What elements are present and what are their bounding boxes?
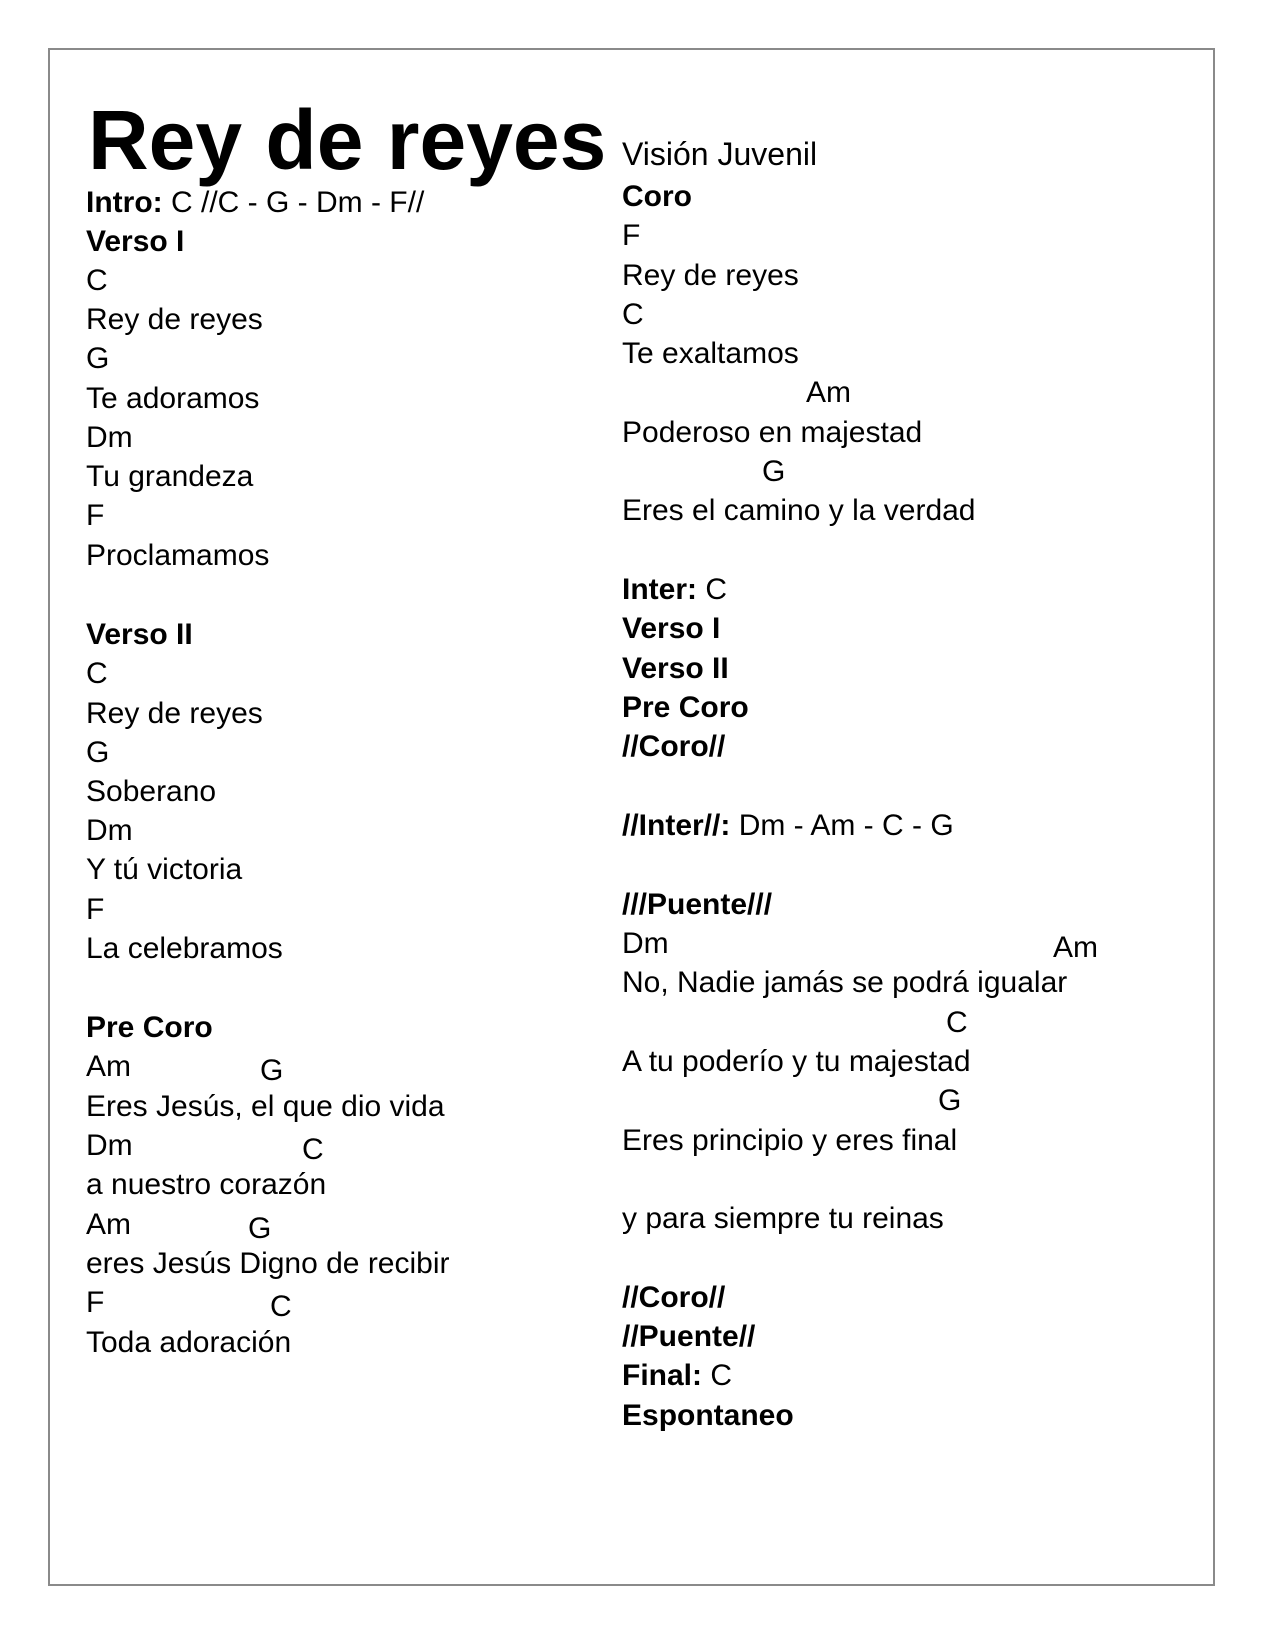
puente-chord: G bbox=[938, 1084, 962, 1117]
precoro-chord: G bbox=[260, 1054, 284, 1087]
precoro-chord: Am bbox=[86, 1208, 131, 1241]
order-coro: //Coro// bbox=[622, 730, 726, 763]
inter2-line bbox=[622, 809, 954, 843]
precoro-heading: Pre Coro bbox=[86, 1011, 213, 1044]
puente-lyric: No, Nadie jamás se podrá igualar bbox=[622, 966, 1068, 999]
inter-label: Inter: bbox=[622, 573, 697, 606]
verso1-chord: Dm bbox=[86, 421, 133, 454]
puente-chord: C bbox=[946, 1006, 968, 1039]
precoro-chord: C bbox=[302, 1133, 324, 1166]
verso1-heading: Verso I bbox=[86, 225, 185, 258]
ending-espontaneo: Espontaneo bbox=[622, 1399, 794, 1432]
final-label: Final: bbox=[622, 1359, 702, 1392]
puente-lyric: Eres principio y eres final bbox=[622, 1124, 958, 1157]
puente-heading: ///Puente/// bbox=[622, 888, 773, 921]
verso2-lyric: Y tú victoria bbox=[86, 853, 243, 886]
song-artist: Visión Juvenil bbox=[622, 136, 818, 172]
verso2-heading: Verso II bbox=[86, 618, 193, 651]
puente-chord: Dm bbox=[622, 927, 669, 960]
precoro-lyric: Toda adoración bbox=[86, 1326, 292, 1359]
precoro-chord: G bbox=[248, 1212, 272, 1245]
coro-chord: Am bbox=[806, 376, 851, 409]
order-verso1: Verso I bbox=[622, 612, 721, 645]
final-chord: C bbox=[710, 1359, 733, 1392]
verso2-lyric: Soberano bbox=[86, 775, 217, 808]
verso1-lyric: Te adoramos bbox=[86, 382, 260, 415]
precoro-chord: Dm bbox=[86, 1129, 133, 1162]
verso1-chord: F bbox=[86, 499, 105, 532]
coro-lyric: Poderoso en majestad bbox=[622, 416, 923, 449]
intro-line bbox=[86, 186, 424, 220]
inter-chord: C bbox=[705, 573, 728, 606]
coro-chord: F bbox=[622, 219, 641, 252]
order-verso2: Verso II bbox=[622, 652, 729, 685]
verso2-lyric: La celebramos bbox=[86, 932, 283, 965]
coro-lyric: Eres el camino y la verdad bbox=[622, 494, 976, 527]
puente-lyric: y para siempre tu reinas bbox=[622, 1202, 944, 1235]
order-precoro: Pre Coro bbox=[622, 691, 749, 724]
verso2-chord: F bbox=[86, 893, 105, 926]
coro-lyric: Te exaltamos bbox=[622, 337, 799, 370]
coro-lyric: Rey de reyes bbox=[622, 259, 799, 292]
precoro-chord: F bbox=[86, 1286, 105, 1319]
coro-chord: C bbox=[622, 298, 644, 331]
song-title: Rey de reyes bbox=[88, 93, 607, 187]
puente-chord: Am bbox=[1053, 931, 1098, 964]
verso2-chord: C bbox=[86, 657, 108, 690]
verso1-lyric: Tu grandeza bbox=[86, 460, 254, 493]
inter-line bbox=[622, 573, 727, 607]
precoro-lyric: eres Jesús Digno de recibir bbox=[86, 1247, 450, 1280]
precoro-chord: C bbox=[270, 1290, 292, 1323]
coro-heading: Coro bbox=[622, 180, 692, 213]
verso1-lyric: Proclamamos bbox=[86, 539, 270, 572]
precoro-lyric: Eres Jesús, el que dio vida bbox=[86, 1090, 445, 1123]
ending-coro: //Coro// bbox=[622, 1281, 726, 1314]
verso1-lyric: Rey de reyes bbox=[86, 303, 263, 336]
intro-label: Intro: bbox=[86, 186, 163, 219]
verso1-chord: C bbox=[86, 264, 108, 297]
puente-lyric: A tu poderío y tu majestad bbox=[622, 1045, 971, 1078]
precoro-chord: Am bbox=[86, 1050, 131, 1083]
inter2-chords: Dm - Am - C - G bbox=[738, 809, 954, 842]
verso2-chord: Dm bbox=[86, 814, 133, 847]
intro-chords: C //C - G - Dm - F// bbox=[170, 186, 425, 219]
verso2-chord: G bbox=[86, 736, 110, 769]
coro-chord: G bbox=[762, 455, 786, 488]
verso1-chord: G bbox=[86, 342, 110, 375]
precoro-lyric: a nuestro corazón bbox=[86, 1168, 327, 1201]
final-line bbox=[622, 1359, 732, 1393]
ending-puente: //Puente// bbox=[622, 1320, 756, 1353]
inter2-label: //Inter//: bbox=[622, 809, 731, 842]
verso2-lyric: Rey de reyes bbox=[86, 697, 263, 730]
